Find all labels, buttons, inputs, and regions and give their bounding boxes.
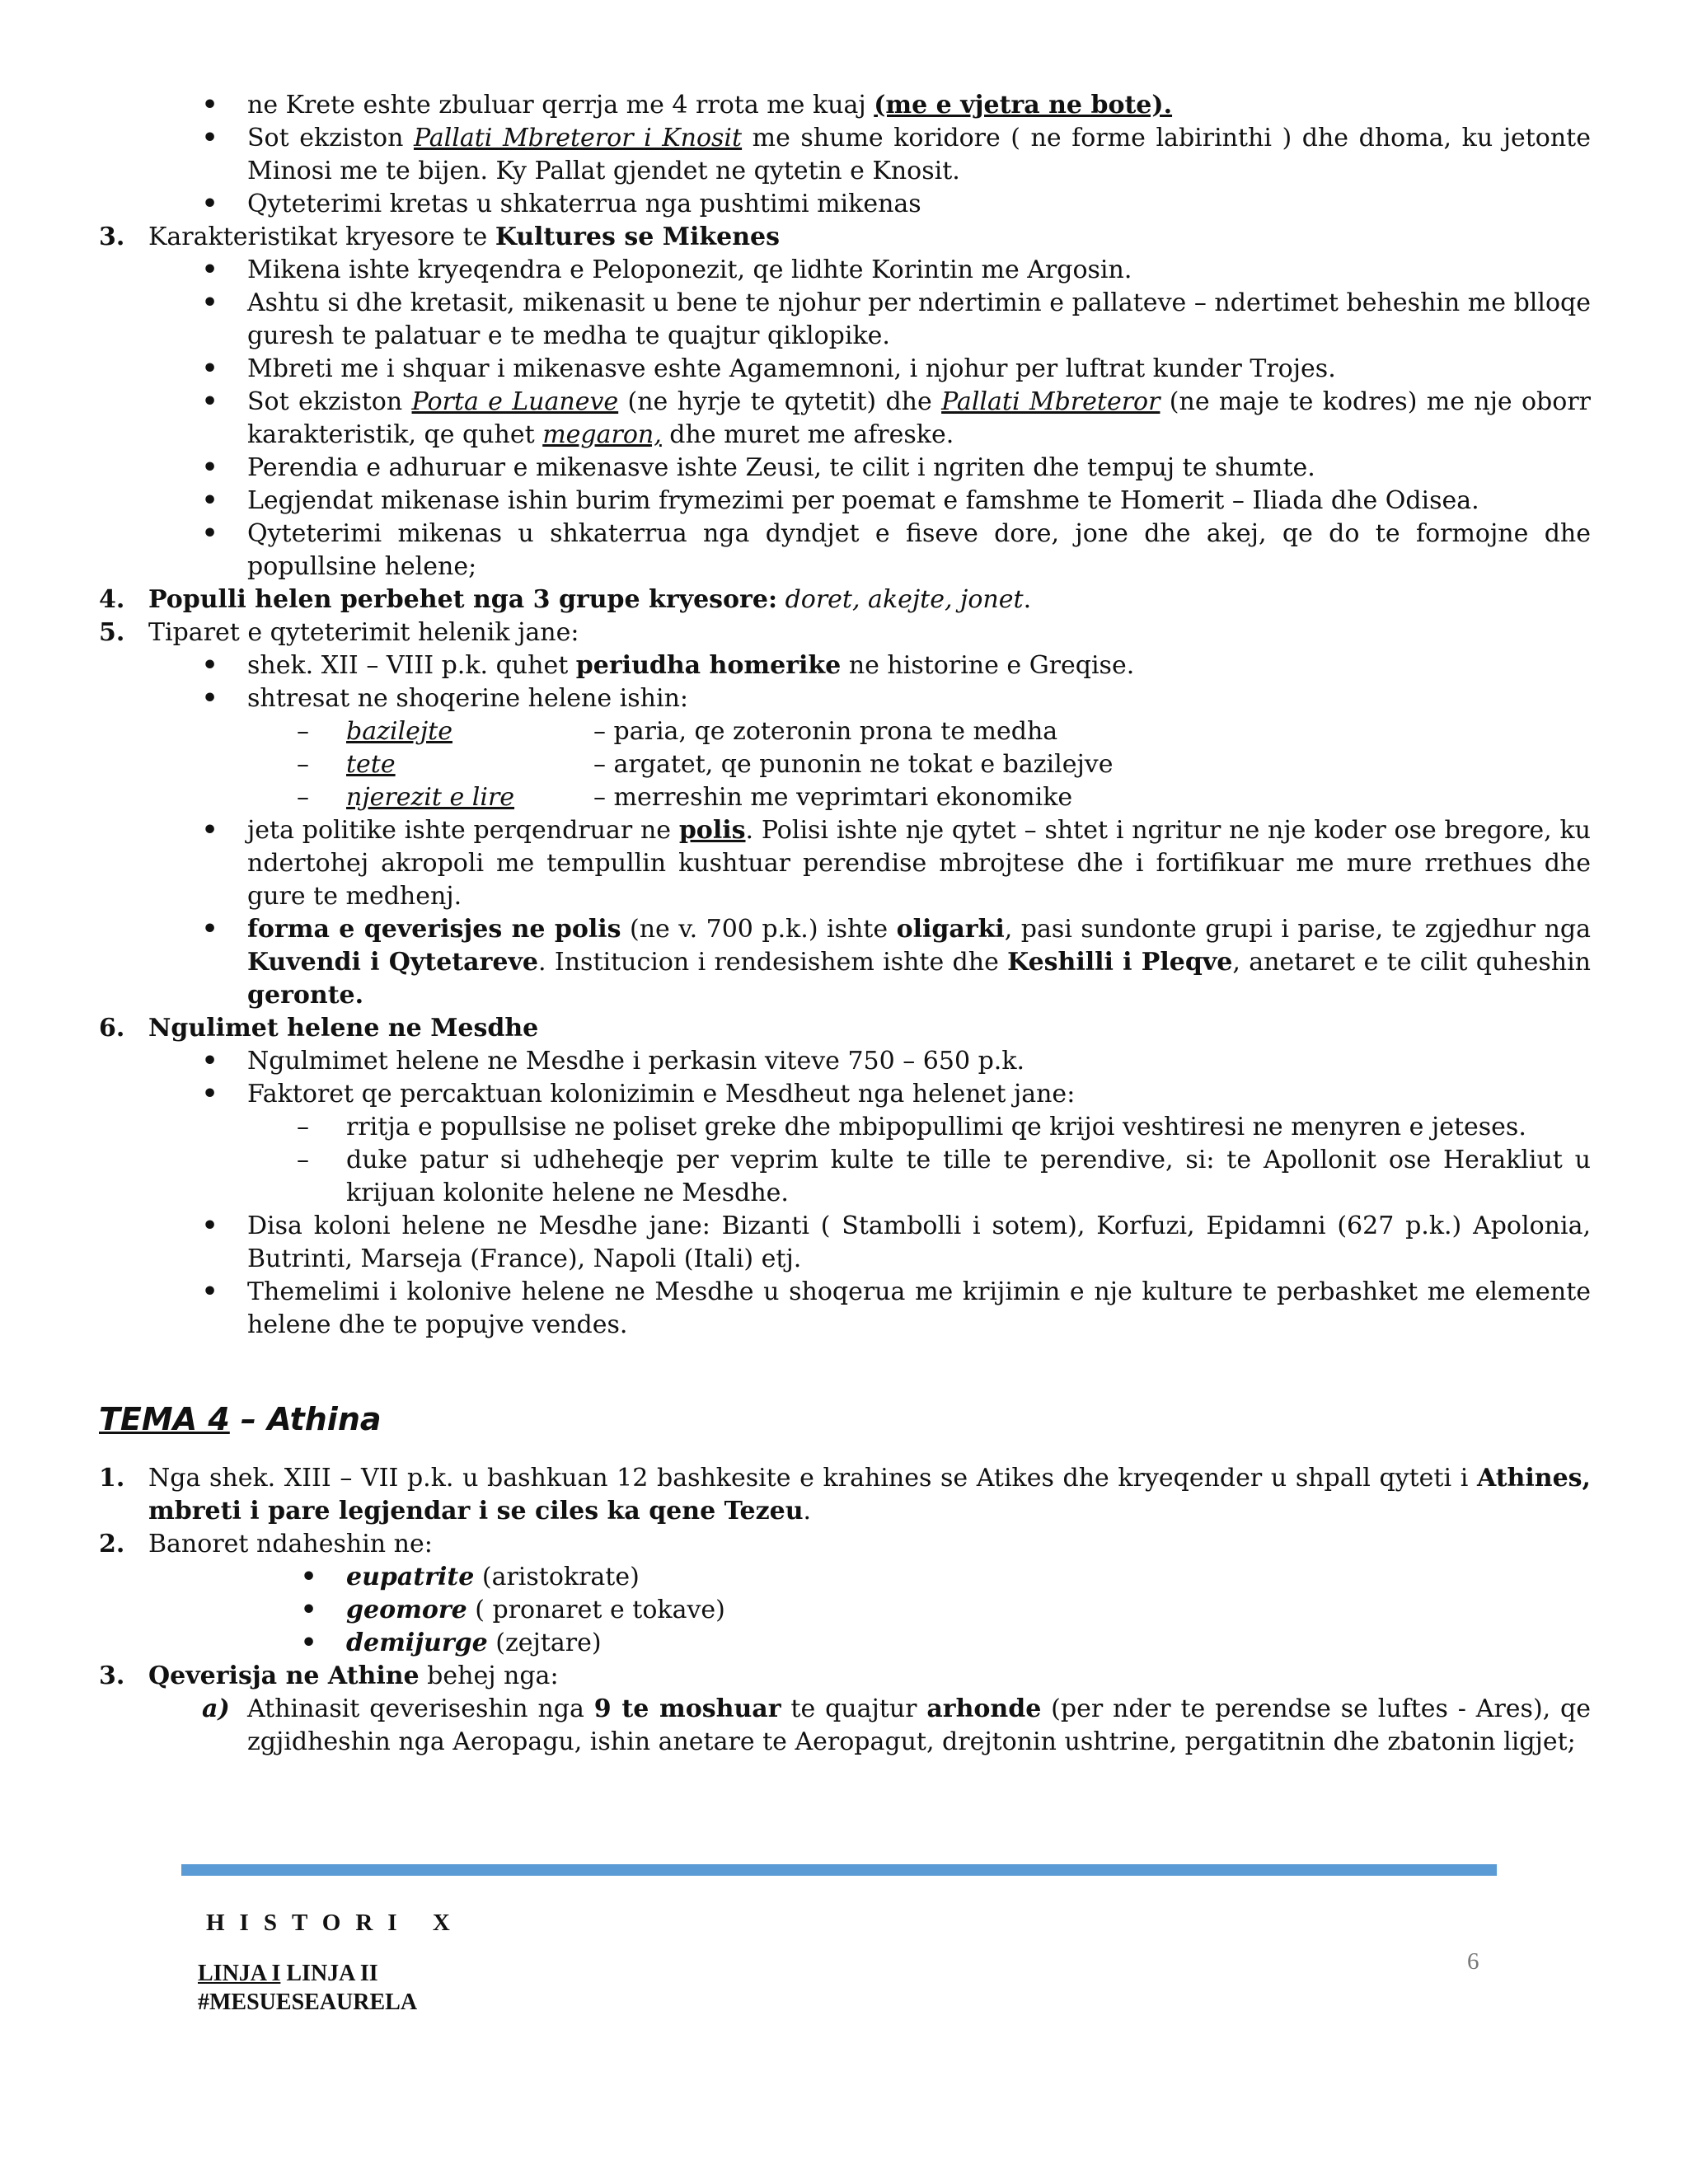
footer-tag: #MESUESEAURELA [198, 1990, 418, 2015]
bullet-icon: • [202, 255, 218, 284]
bullet-icon: • [202, 684, 218, 713]
bullet-icon: • [202, 354, 218, 383]
footer-subject: HISTORI X [206, 1910, 465, 1936]
numbered-item-4: 4. Populli helen perbehet nga 3 grupe kryesore: doret, akejte, jonet. [99, 585, 1032, 614]
list-item: • ne Krete eshte zbuluar qerrja me 4 rrota me kuaj (me e vjetra ne bote). [99, 89, 1591, 122]
list-item: • eupatrite (aristokrate) [99, 1561, 1591, 1594]
list-item: • Sot ekziston Porta e Luaneve (ne hyrje te qytetit) dhe Pallati Mbreteror (ne maje te kodres) me nje oborr karakteristik, qe quhet megaron, dhe muret me afreske. [202, 387, 1591, 449]
bullet-icon: • [202, 651, 218, 680]
bullet-icon: • [202, 816, 218, 845]
list-item: • shtresat ne shoqerine helene ishin: [99, 682, 1591, 715]
bullet-icon: • [301, 1596, 317, 1624]
list-item: • forma e qeverisjes ne polis (ne v. 700 p.k.) ishte oligarki, pasi sundonte grupi i parise, te zgjedhur nga Kuvendi i Qytetareve. Institucion i rendesishem ishte dhe Keshilli i Pleqve, anetaret e te cilit quheshin geronte. [202, 915, 1591, 1010]
list-item: • Qyteterimi kretas u shkaterrua nga pushtimi mikenas [99, 188, 1591, 221]
dash-icon: – [297, 750, 309, 779]
numbered-item-6: 6. Ngulimet helene ne Mesdhe [99, 1014, 539, 1043]
list-item: • Mikena ishte kryeqendra e Peloponezit, qe lidhte Korintin me Argosin. [99, 254, 1591, 287]
list-item: • Ngulmimet helene ne Mesdhe i perkasin viteve 750 – 650 p.k. [99, 1045, 1591, 1078]
bullet-icon: • [202, 190, 218, 218]
definition-row: – bazilejte – paria, qe zoteronin prona te medha [99, 715, 1591, 748]
list-item: • jeta politike ishte perqendruar ne polis. Polisi ishte nje qytet – shtet i ngritur ne nje koder ose bregore, ku ndertohej akropoli me tempullin kushtuar perendise mbrojtese dhe i fortifikuar me mure rrethues dhe gure te medhenj. [202, 816, 1591, 911]
bullet-icon: • [202, 387, 218, 416]
bullet-icon: • [202, 486, 218, 515]
bullet-icon: • [202, 519, 218, 548]
numbered-item-1: 1. Nga shek. XIII – VII p.k. u bashkuan 12 bashkesite e krahines se Atikes dhe kryeqender u shpall qyteti i Athines, mbreti i pare legjendar i se ciles ka qene Tezeu. [99, 1464, 1591, 1526]
list-item: • demijurge (zejtare) [99, 1627, 1591, 1660]
numbered-item-3: 3. Qeverisja ne Athine behej nga: [99, 1661, 559, 1690]
definition-row: – njerezit e lire – merreshin me veprimtari ekonomike [99, 781, 1591, 814]
list-item: • shek. XII – VIII p.k. quhet periudha homerike ne historine e Greqise. [99, 649, 1591, 682]
list-item: • Legjendat mikenase ishin burim frymezimi per poemat e famshme te Homerit – Iliada dhe Odisea. [99, 485, 1591, 518]
bullet-icon: • [301, 1563, 317, 1591]
footer-linja: LINJA I LINJA II [198, 1961, 378, 1986]
numbered-item-3: 3. Karakteristikat kryesore te Kultures se Mikenes [99, 223, 781, 251]
dash-icon: – [297, 783, 309, 812]
list-item: • Ashtu si dhe kretasit, mikenasit u bene te njohur per ndertimin e pallateve – ndertimet beheshin me blloqe guresh te palatuar e te medha te quajtur qiklopike. [202, 288, 1591, 350]
dash-icon: – [297, 717, 309, 746]
list-item: • Mbreti me i shquar i mikenasve eshte Agamemnoni, i njohur per luftrat kunder Trojes. [99, 353, 1591, 386]
bullet-icon: • [202, 1047, 218, 1076]
page-number: 6 [1467, 1948, 1479, 1975]
sub-list-item: – rritja e popullsise ne poliset greke dhe mbipopullimi qe krijoi veshtiresi ne menyren e jeteses. [99, 1111, 1591, 1144]
bullet-icon: • [202, 1212, 218, 1240]
list-item: • Sot ekziston Pallati Mbreteror i Knosit me shume koridore ( ne forme labirinthi ) dhe dhoma, ku jetonte Minosi me te bijen. Ky Pallat gjendet ne qytetin e Knosit. [202, 124, 1591, 185]
list-item: • Faktoret qe percaktuan kolonizimin e Mesdheut nga helenet jane: [99, 1078, 1591, 1111]
dash-icon: – [297, 1146, 309, 1174]
list-item: • Disa koloni helene ne Mesdhe jane: Bizanti ( Stambolli i sotem), Korfuzi, Epidamni (627 p.k.) Apolonia, Butrinti, Marseja (France), Napoli (Itali) etj. [202, 1212, 1591, 1273]
bullet-icon: • [202, 288, 218, 317]
bullet-icon: • [202, 124, 218, 152]
bullet-icon: • [202, 91, 218, 120]
bullet-icon: • [202, 915, 218, 944]
bullet-icon: • [202, 1080, 218, 1108]
sub-list-item: – duke patur si udheheqje per veprim kulte te tille te perendive, si: te Apollonit ose Herakliut u krijuan kolonite helene ne Mesdhe. [297, 1146, 1591, 1207]
numbered-item-5: 5. Tiparet e qyteterimit helenik jane: [99, 618, 579, 647]
lettered-item-a: a) Athinasit qeveriseshin nga 9 te moshuar te quajtur arhonde (per nder te perendse se luftes - Ares), qe zgjidheshin nga Aeropagu, ishin anetare te Aeropagut, drejtonin ushtrine, pergatitnin dhe zbatonin ligjet; [202, 1694, 1591, 1756]
list-item: • Perendia e adhuruar e mikenasve ishte Zeusi, te cilit i ngriten dhe tempuj te shumte. [99, 452, 1591, 485]
bullet-icon: • [202, 453, 218, 482]
bullet-icon: • [202, 1277, 218, 1306]
list-item: • geomore ( pronaret e tokave) [99, 1594, 1591, 1627]
bullet-icon: • [301, 1629, 317, 1657]
dash-icon: – [297, 1113, 309, 1141]
list-item: • Qyteterimi mikenas u shkaterrua nga dyndjet e fiseve dore, jone dhe akej, qe do te formojne dhe popullsine helene; [202, 519, 1591, 581]
section-heading: TEMA 4 – Athina [99, 1401, 382, 1437]
list-item: • Themelimi i kolonive helene ne Mesdhe u shoqerua me krijimin e nje kulture te perbashket me elemente helene dhe te popujve vendes. [202, 1277, 1591, 1339]
numbered-item-2: 2. Banoret ndaheshin ne: [99, 1530, 433, 1558]
document-body [99, 89, 1591, 1759]
definition-row: – tete – argatet, qe punonin ne tokat e bazilejve [99, 748, 1591, 781]
footer-rule [181, 1864, 1497, 1876]
